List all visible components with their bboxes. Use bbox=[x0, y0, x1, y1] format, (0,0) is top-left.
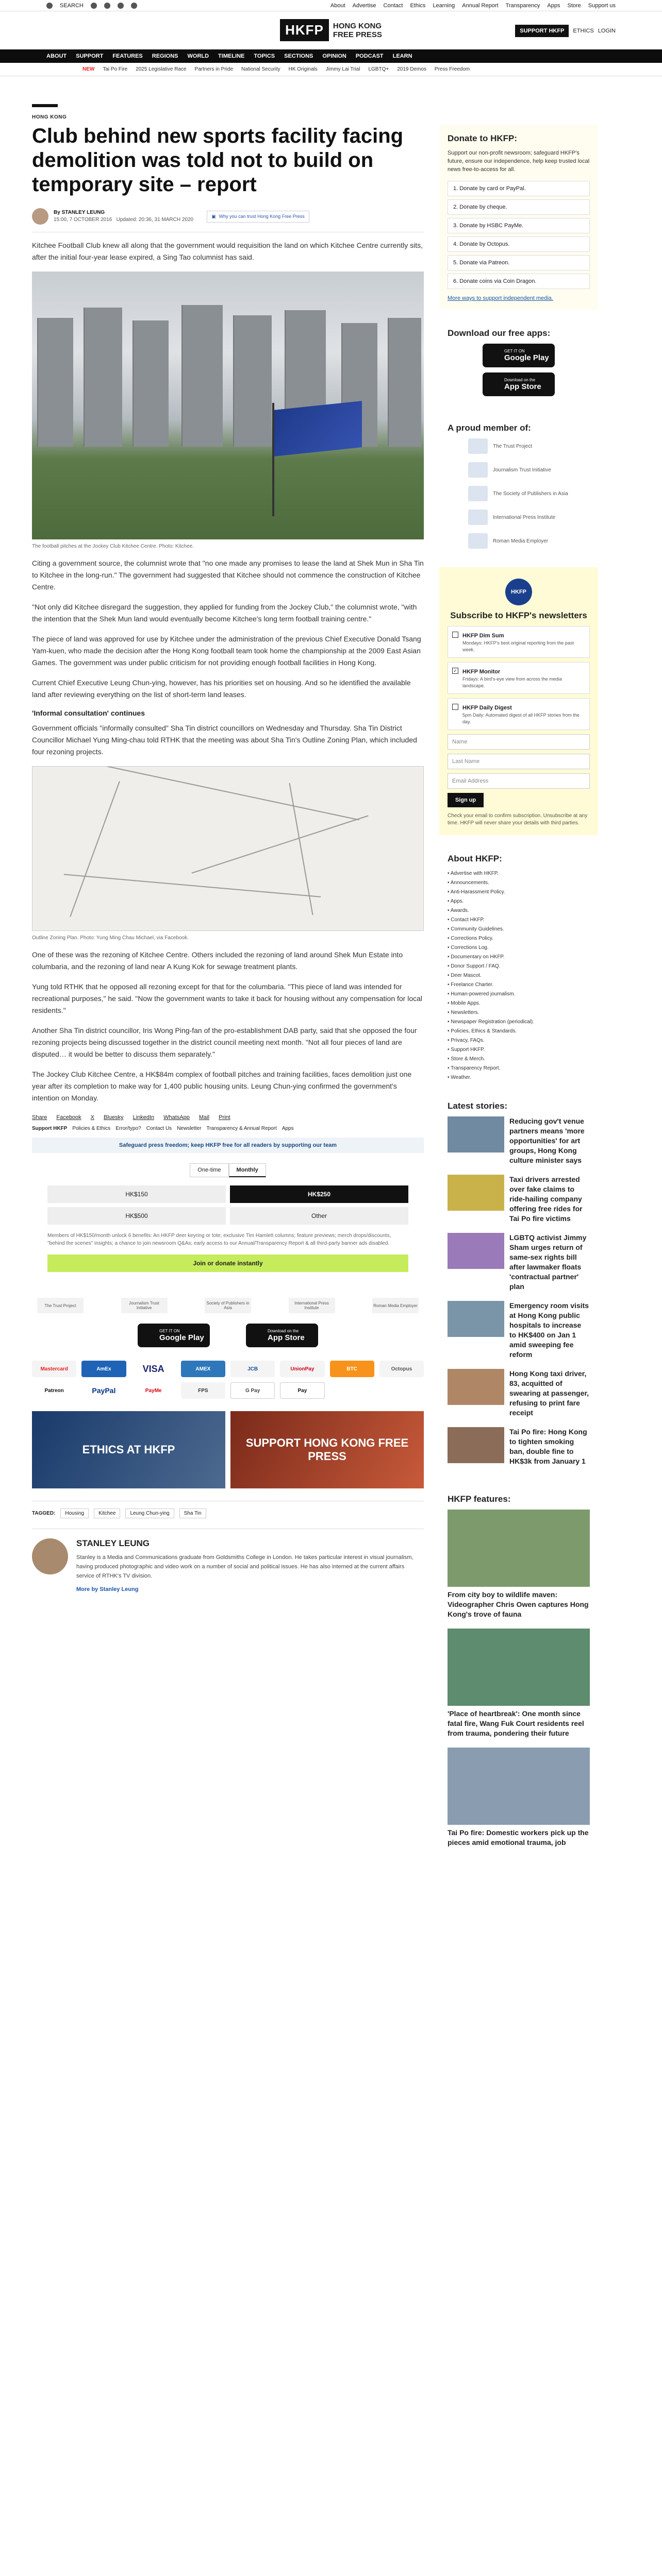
member-item[interactable] bbox=[468, 486, 590, 501]
story-thumbnail bbox=[448, 1427, 504, 1463]
share-label[interactable]: Share bbox=[32, 1114, 47, 1121]
newsletter-name: HKFP Monitor bbox=[462, 669, 501, 675]
about-box bbox=[439, 845, 598, 1091]
donate-title: Donate to HKFP: bbox=[448, 133, 518, 143]
photo-building bbox=[181, 305, 223, 447]
facebook-icon[interactable] bbox=[91, 3, 97, 9]
member-box bbox=[439, 415, 598, 557]
support-link[interactable]: Contact Us bbox=[146, 1126, 172, 1131]
member-name: The Society of Publishers in Asia bbox=[493, 490, 568, 497]
member-name: Roman Media Employer bbox=[493, 538, 549, 544]
nav-opinion[interactable]: OPINION bbox=[322, 53, 346, 59]
bitcoin-icon: BTC bbox=[330, 1361, 374, 1377]
share-print[interactable]: Print bbox=[219, 1114, 230, 1121]
frequency-toggle bbox=[32, 1163, 424, 1177]
sidebar-app-buttons bbox=[448, 344, 590, 396]
feature-title[interactable]: From city boy to wildlife maven: Videographer Chris Owen captures Hong Kong's trove of fauna bbox=[448, 1590, 589, 1618]
checkbox-icon[interactable] bbox=[452, 704, 458, 710]
trust-text: Why you can trust Hong Kong Free Press bbox=[219, 214, 305, 219]
share-facebook[interactable]: Facebook bbox=[56, 1114, 81, 1121]
google-play-label: Google Play bbox=[159, 1333, 204, 1342]
partner-logo[interactable]: International Press Institute bbox=[289, 1298, 335, 1313]
amount-grid bbox=[32, 1185, 424, 1225]
site-logo[interactable] bbox=[280, 19, 382, 41]
google-play-small: GET IT ON bbox=[159, 1329, 180, 1333]
main-nav bbox=[0, 49, 662, 63]
about-link[interactable]: • Announcements. bbox=[448, 880, 489, 886]
nav-regions[interactable]: REGIONS bbox=[152, 53, 178, 59]
youtube-icon[interactable] bbox=[131, 3, 137, 9]
paragraph: "Not only did Kitchee disregard the suggestion, they applied for funding from the Jockey Club," the columnist wrote, "with the intention that the Shek Mun land would eventually become Kitchee's long term football training centre." bbox=[32, 603, 417, 623]
feature-image[interactable] bbox=[448, 1629, 590, 1706]
story-title: Hong Kong taxi driver, 83, acquitted of swearing at passenger, refusing to print fare receipt bbox=[509, 1369, 589, 1417]
trust-icon: ▣ bbox=[211, 213, 216, 219]
newsletter-option-text bbox=[462, 703, 585, 725]
ethics-link[interactable]: ETHICS bbox=[573, 28, 594, 34]
story-thumbnail bbox=[448, 1369, 504, 1405]
safeguard-banner[interactable]: Safeguard press freedom; keep HKFP free for all readers by supporting our team bbox=[32, 1138, 424, 1153]
trending-item[interactable]: HK Originals bbox=[288, 66, 318, 72]
feature-image[interactable] bbox=[448, 1510, 590, 1587]
newsletter-option[interactable] bbox=[448, 626, 590, 658]
payme-icon: PayMe bbox=[131, 1382, 176, 1399]
octopus-icon: Octopus bbox=[379, 1361, 424, 1377]
features-title: HKFP features: bbox=[448, 1494, 511, 1504]
tag[interactable]: Sha Tin bbox=[179, 1509, 206, 1518]
about-link[interactable]: • Apps. bbox=[448, 899, 464, 904]
story-item[interactable] bbox=[448, 1233, 590, 1292]
nav-timeline[interactable]: TIMELINE bbox=[218, 53, 245, 59]
paragraph: The piece of land was approved for use by Kitchee under the administration of the previous Chief Executive Donald Tsang Yam-kuen, who made the decision after the Hong Kong football team took home the championship at the 2009 East Asian Games. The government was under public criticism for not providing enough football facilities in Hong Kong. bbox=[32, 635, 421, 667]
member-item[interactable] bbox=[468, 533, 590, 549]
support-link[interactable]: Error/typo? bbox=[115, 1126, 141, 1131]
checkbox-checked-icon[interactable]: ✓ bbox=[452, 668, 458, 674]
author-bio: Stanley is a Media and Communications graduate from Goldsmiths College in London. He takes particular interest in visual journalism, having produced photographic and video work on a number of social and political issues. He has also interned at the current affairs service of RTHK's TV division. bbox=[76, 1554, 413, 1579]
about-link[interactable]: • Support HKFP. bbox=[448, 1047, 485, 1053]
app-store-small: Download on the bbox=[268, 1329, 299, 1333]
story-item[interactable] bbox=[448, 1369, 590, 1418]
login-link[interactable]: LOGIN bbox=[598, 28, 616, 34]
story-thumbnail bbox=[448, 1175, 504, 1211]
map-line bbox=[64, 874, 321, 897]
article bbox=[32, 76, 424, 1865]
mastercard-icon: Mastercard bbox=[32, 1361, 76, 1377]
topbar-link-annual-report[interactable]: Annual Report bbox=[462, 2, 499, 9]
story-thumbnail bbox=[448, 1301, 504, 1337]
story-title: Taxi drivers arrested over fake claims to ride-hailing company offering free rides for Tai Po fire victims bbox=[509, 1175, 583, 1223]
author-name[interactable]: STANLEY LEUNG bbox=[61, 210, 105, 215]
share-mail[interactable]: Mail bbox=[198, 1114, 210, 1121]
x-icon[interactable] bbox=[104, 3, 110, 9]
patreon-icon: Patreon bbox=[32, 1382, 76, 1399]
trending-item[interactable]: Partners in Pride bbox=[194, 66, 234, 72]
tagged-label: TAGGED: bbox=[32, 1511, 56, 1516]
donate-widget bbox=[32, 1153, 424, 1282]
ethics-banner[interactable]: ETHICS AT HKFP bbox=[32, 1411, 225, 1488]
trending-item[interactable]: Tai Po Fire bbox=[103, 66, 128, 72]
author-photo bbox=[32, 1538, 68, 1574]
donate-option[interactable]: 2. Donate by cheque. bbox=[448, 199, 590, 215]
feature-title[interactable]: 'Place of heartbreak': One month since fatal fire, Wang Fuk Court residents reel from trauma, pondering their future bbox=[448, 1709, 584, 1737]
logo-line-2: FREE PRESS bbox=[333, 30, 382, 39]
share-whatsapp[interactable]: WhatsApp bbox=[163, 1114, 190, 1121]
newsletter-desc: Fridays: A bird's-eye view from across the media landscape. bbox=[462, 676, 562, 688]
nav-sections[interactable]: SECTIONS bbox=[284, 53, 313, 59]
author-box bbox=[32, 1529, 424, 1594]
member-name: Journalism Trust Initiative bbox=[493, 467, 551, 473]
topbar-link-about[interactable]: About bbox=[330, 2, 345, 9]
about-link[interactable]: • Awards. bbox=[448, 908, 469, 913]
freq-monthly[interactable]: Monthly bbox=[229, 1163, 266, 1177]
app-store-buttons bbox=[32, 1324, 424, 1347]
member-name: International Press Institute bbox=[493, 514, 556, 520]
latest-box bbox=[439, 1101, 598, 1484]
about-link[interactable]: • Freelance Charter. bbox=[448, 982, 494, 988]
share-bluesky[interactable]: Bluesky bbox=[104, 1114, 124, 1121]
content-wrap bbox=[0, 76, 662, 1865]
newsletter-option-text bbox=[462, 667, 585, 689]
support-link[interactable]: Policies & Ethics bbox=[72, 1126, 111, 1131]
photo-building bbox=[133, 320, 169, 447]
share-x[interactable]: X bbox=[90, 1114, 95, 1121]
support-banner[interactable]: SUPPORT HONG KONG FREE PRESS bbox=[230, 1411, 424, 1488]
topbar-link-transparency[interactable]: Transparency bbox=[505, 2, 540, 9]
photo-building bbox=[388, 318, 421, 447]
donate-option[interactable]: 1. Donate by card or PayPal. bbox=[448, 181, 590, 196]
name-field[interactable]: Name bbox=[448, 734, 590, 750]
newsletter-option[interactable] bbox=[448, 698, 590, 730]
trending-item[interactable]: LGBTQ+ bbox=[368, 66, 389, 72]
share-bar bbox=[32, 1114, 424, 1121]
partner-logo[interactable]: Society of Publishers in Asia bbox=[205, 1298, 251, 1313]
feature-title[interactable]: Tai Po fire: Domestic workers pick up the pieces amid emotional trauma, job bbox=[448, 1828, 589, 1846]
topbar-link-learning[interactable]: Learning bbox=[433, 2, 455, 9]
payment-methods bbox=[32, 1361, 424, 1399]
last-name-field[interactable]: Last Name bbox=[448, 754, 590, 769]
title-rule bbox=[32, 104, 58, 107]
about-link[interactable]: • Advertise with HKFP. bbox=[448, 871, 499, 876]
about-list bbox=[448, 869, 590, 1082]
story-thumbnail bbox=[448, 1116, 504, 1153]
paragraph: Government officials "informally consulted" Sha Tin district councillors on Wednesday and Thursday. Sha Tin District Councillor Michael Yung Ming-chau told RTHK that the meeting was about Sha Tin's Outline Zoning Plan, which included four rezoning projects. bbox=[32, 724, 417, 756]
google-pay-icon: G Pay bbox=[230, 1382, 275, 1399]
trending-nav bbox=[0, 63, 662, 76]
photo-building bbox=[37, 318, 73, 447]
google-play-small: GET IT ON bbox=[504, 349, 525, 353]
nav-world[interactable]: WORLD bbox=[187, 53, 209, 59]
trending-item[interactable]: Press Freedom bbox=[434, 66, 470, 72]
instagram-icon[interactable] bbox=[118, 3, 124, 9]
trust-link[interactable] bbox=[207, 211, 309, 223]
amount-option[interactable]: HK$150 bbox=[47, 1185, 226, 1203]
nav-support[interactable]: SUPPORT bbox=[76, 53, 104, 59]
about-link[interactable]: • Transparency Report. bbox=[448, 1065, 501, 1071]
about-link[interactable]: • Anti-Harassment Policy. bbox=[448, 889, 505, 895]
email-field[interactable]: Email Address bbox=[448, 773, 590, 789]
partner-logo[interactable]: The Trust Project bbox=[37, 1298, 84, 1313]
author-avatar bbox=[32, 208, 48, 225]
paragraph: Another Sha Tin district councillor, Iris Wong Ping-fan of the pro-establishment DAB party, said that she opposed the four rezoning projects being discussed together in the district council meeting next month. "Not all four pieces of land are disputed… it would be better to discuss them separately." bbox=[32, 1026, 417, 1058]
about-link[interactable]: • Store & Merch. bbox=[448, 1056, 485, 1062]
promo-banners bbox=[32, 1411, 424, 1488]
app-store-button[interactable] bbox=[246, 1324, 318, 1347]
topbar-link-advertise[interactable]: Advertise bbox=[352, 2, 376, 9]
topbar-link-ethics[interactable]: Ethics bbox=[410, 2, 426, 9]
newsletter-note: Check your email to confirm subscription. Unsubscribe at any time. HKFP will never share your details with third parties. bbox=[448, 813, 588, 826]
header-actions bbox=[515, 25, 616, 37]
tag[interactable]: Housing bbox=[60, 1509, 89, 1518]
topbar-link-apps[interactable]: Apps bbox=[547, 2, 560, 9]
app-store-button[interactable] bbox=[483, 372, 555, 396]
amex-card-icon: AMEX bbox=[181, 1361, 225, 1377]
tag[interactable]: Leung Chun-ying bbox=[125, 1509, 174, 1518]
paragraph: Current Chief Executive Leung Chun-ying, however, has his priorities set on housing. And so he identified the available land after reviewing everything on the list of short-term land leases. bbox=[32, 679, 411, 699]
jcb-icon: JCB bbox=[230, 1361, 275, 1377]
trending-item[interactable]: 2025 Legislative Race bbox=[136, 66, 187, 72]
about-link[interactable]: • Contact HKFP. bbox=[448, 917, 485, 923]
donate-option[interactable]: 6. Donate coins via Coin Dragon. bbox=[448, 274, 590, 289]
about-link[interactable]: • Corrections Policy. bbox=[448, 936, 493, 941]
donate-option[interactable]: 3. Donate by HSBC PayMe. bbox=[448, 218, 590, 233]
paragraph: Yung told RTHK that he opposed all rezoning except for that for the columbaria. "This piece of land was intended for recreational purposes," he said. "Now the government wants to take it back for housing without any compensation for local residents." bbox=[32, 982, 423, 1014]
about-link[interactable]: • Weather. bbox=[448, 1075, 472, 1080]
article-category[interactable]: HONG KONG bbox=[32, 114, 67, 120]
lead-photo[interactable] bbox=[32, 272, 424, 539]
publish-date: 15:00, 7 OCTOBER 2016 bbox=[54, 217, 112, 223]
member-name: The Trust Project bbox=[493, 443, 533, 449]
story-thumbnail bbox=[448, 1233, 504, 1269]
new-badge: NEW bbox=[82, 66, 95, 72]
subheading: 'Informal consultation' continues bbox=[32, 709, 145, 717]
support-links bbox=[32, 1126, 424, 1131]
about-link[interactable]: • Mobile Apps. bbox=[448, 1001, 481, 1006]
more-ways-link[interactable]: More ways to support independent media. bbox=[448, 295, 553, 301]
updated-date: Updated: 20:36, 31 MARCH 2020 bbox=[116, 217, 194, 223]
paragraph: Kitchee Football Club knew all along that the government would requisition the land on which Kitchee Centre currently sits, after the initial four-year lease expired, a Sing Tao columnist has said. bbox=[32, 241, 423, 261]
member-list bbox=[448, 438, 590, 549]
about-link[interactable]: • Policies, Ethics & Standards. bbox=[448, 1028, 517, 1034]
map-line bbox=[192, 815, 369, 873]
more-by-author-link[interactable]: More by Stanley Leung bbox=[76, 1586, 139, 1592]
support-link[interactable]: Newsletter bbox=[177, 1126, 202, 1131]
nav-topics[interactable]: TOPICS bbox=[254, 53, 275, 59]
tag[interactable]: Kitchee bbox=[94, 1509, 120, 1518]
photo-caption: Outline Zoning Plan. Photo: Yung Ming Chau Michael, via Facebook. bbox=[32, 935, 189, 941]
hkfp-logo-icon: HKFP bbox=[505, 579, 532, 605]
paragraph: Citing a government source, the columnist wrote that "no one made any promises to lease the land at Shek Mun in Sha Tin to Kitchee in the long-run." The government had suggested that Kitchee should not commence the construction of Kitchee Centre. bbox=[32, 559, 424, 591]
map-line bbox=[56, 766, 359, 820]
logo-line-1: HONG KONG bbox=[333, 21, 382, 30]
paragraph: The Jockey Club Kitchee Centre, a HK$84m complex of football pitches and training facilities, faces demolition just one year after its completion to make way for 1,400 public housing units. Leung Chun-ying confirmed the government's intention on Monday. bbox=[32, 1070, 412, 1102]
topbar-link-support[interactable]: Support us bbox=[588, 2, 616, 9]
nav-about[interactable]: ABOUT bbox=[46, 53, 67, 59]
trending-item[interactable]: Jimmy Lai Trial bbox=[325, 66, 360, 72]
donate-option[interactable]: 5. Donate via Patreon. bbox=[448, 255, 590, 270]
unionpay-icon: UnionPay bbox=[280, 1361, 324, 1377]
features-box bbox=[439, 1494, 598, 1865]
join-donate-button[interactable]: Join or donate instantly bbox=[47, 1255, 408, 1272]
donate-option[interactable]: 4. Donate by Octopus. bbox=[448, 236, 590, 252]
support-link[interactable]: Support HKFP bbox=[32, 1126, 68, 1131]
amount-option-selected[interactable]: HK$250 bbox=[230, 1185, 408, 1203]
nav-features[interactable]: FEATURES bbox=[112, 53, 143, 59]
nav-learn[interactable]: LEARN bbox=[392, 53, 412, 59]
google-play-button[interactable] bbox=[483, 344, 555, 367]
apps-title: Download our free apps: bbox=[448, 328, 551, 338]
story-item[interactable] bbox=[448, 1427, 590, 1466]
about-link[interactable]: • Human-powered journalism. bbox=[448, 991, 516, 997]
newsletter-title: Subscribe to HKFP's newsletters bbox=[450, 611, 587, 620]
search-link[interactable]: SEARCH bbox=[60, 2, 84, 9]
app-store-small: Download on the bbox=[504, 378, 536, 382]
article-title: Club behind new sports facility facing demolition was told not to build on temporary site – report bbox=[32, 125, 404, 196]
freq-one-time[interactable]: One-time bbox=[190, 1163, 228, 1177]
donate-box bbox=[439, 125, 598, 310]
partner-logo[interactable]: Journalism Trust Initiative bbox=[121, 1298, 168, 1313]
search-icon[interactable] bbox=[46, 3, 53, 9]
newsletter-option[interactable] bbox=[448, 662, 590, 694]
paragraph: One of these was the rezoning of Kitchee Centre. Others included the rezoning of land around Shek Mun Estate into columbaria, and the rezoning of land near A Kung Kok for sewage treatment plants. bbox=[32, 951, 403, 971]
photo-building bbox=[84, 308, 122, 447]
support-link[interactable]: Apps bbox=[282, 1126, 294, 1131]
newsletter-name: HKFP Daily Digest bbox=[462, 705, 512, 711]
google-play-button[interactable] bbox=[138, 1324, 210, 1347]
story-title: Emergency room visits at Hong Kong public hospitals to increase to HK$400 on Jan 1 amid sweeping fee reform bbox=[509, 1301, 589, 1359]
fps-icon: FPS bbox=[181, 1382, 225, 1399]
apps-box bbox=[439, 320, 598, 404]
amount-option[interactable]: HK$500 bbox=[47, 1207, 226, 1225]
support-link[interactable]: Transparency & Annual Report bbox=[206, 1126, 277, 1131]
about-link[interactable]: • Documentary on HKFP. bbox=[448, 954, 505, 960]
member-title: A proud member of: bbox=[448, 423, 531, 433]
story-title: LGBTQ activist Jimmy Sham urges return of same-sex rights bill after lawmaker floats 'contractual partner' plan bbox=[509, 1233, 587, 1291]
newsletter-option-text bbox=[462, 631, 585, 653]
paypal-icon: PayPal bbox=[81, 1382, 126, 1399]
byline bbox=[32, 208, 424, 225]
newsletter-desc: 5pm Daily: Automated digest of all HKFP stories from the day. bbox=[462, 713, 580, 724]
partner-logos bbox=[32, 1298, 424, 1313]
logo-text bbox=[333, 22, 382, 39]
photo-flag bbox=[274, 401, 362, 456]
about-link[interactable]: • Donor Support / FAQ. bbox=[448, 963, 501, 969]
about-link[interactable]: • Community Guidelines. bbox=[448, 926, 504, 932]
map-line bbox=[70, 781, 120, 917]
share-linkedin[interactable]: LinkedIn bbox=[133, 1114, 155, 1121]
logo-mark: HKFP bbox=[280, 19, 329, 41]
about-link[interactable]: • Corrections Log. bbox=[448, 945, 489, 951]
latest-title: Latest stories: bbox=[448, 1101, 508, 1111]
author-info bbox=[76, 1538, 424, 1594]
newsletter-name: HKFP Dim Sum bbox=[462, 633, 504, 639]
member-logo-icon bbox=[468, 510, 488, 525]
member-item[interactable] bbox=[468, 438, 590, 454]
newsletter-desc: Mondays: HKFP's best original reporting from the past week. bbox=[462, 640, 574, 652]
story-title: Reducing gov't venue partners means 'more opportunities' for art groups, Hong Kong culture minister says bbox=[509, 1117, 585, 1164]
about-link[interactable]: • Newspaper Registration (periodical). bbox=[448, 1019, 535, 1025]
signup-button[interactable]: Sign up bbox=[448, 793, 484, 807]
amex-icon: AmEx bbox=[81, 1361, 126, 1377]
zoning-plan-photo[interactable] bbox=[32, 766, 424, 931]
topbar-link-contact[interactable]: Contact bbox=[383, 2, 403, 9]
photo-building bbox=[233, 315, 272, 447]
author-box-name[interactable]: STANLEY LEUNG bbox=[76, 1538, 150, 1548]
feature-image[interactable] bbox=[448, 1748, 590, 1825]
apple-pay-icon: Pay bbox=[280, 1382, 324, 1399]
about-title: About HKFP: bbox=[448, 854, 502, 863]
member-logo-icon bbox=[468, 533, 488, 549]
photo-caption: The football pitches at the Jockey Club Kitchee Centre. Photo: Kitchee. bbox=[32, 544, 194, 549]
nav-podcast[interactable]: PODCAST bbox=[355, 53, 384, 59]
story-item[interactable] bbox=[448, 1175, 590, 1224]
member-logo-icon bbox=[468, 486, 488, 501]
topbar-link-store[interactable]: Store bbox=[567, 2, 581, 9]
story-title: Tai Po fire: Hong Kong to tighten smoking ban, double fine to HK$3k from January 1 bbox=[509, 1428, 587, 1465]
partner-logo[interactable]: Roman Media Employer bbox=[372, 1298, 419, 1313]
top-utility-bar bbox=[0, 0, 662, 11]
support-hkfp-button[interactable]: SUPPORT HKFP bbox=[515, 25, 569, 37]
byline-meta: By STANLEY LEUNG 15:00, 7 OCTOBER 2016 Updated: 20:36, 31 MARCH 2020 bbox=[54, 210, 194, 223]
member-logo-icon bbox=[468, 438, 488, 454]
checkbox-icon[interactable] bbox=[452, 632, 458, 638]
about-link[interactable]: • Privacy, FAQs. bbox=[448, 1038, 485, 1043]
story-item[interactable] bbox=[448, 1116, 590, 1165]
visa-icon: VISA bbox=[131, 1361, 176, 1377]
tag-row bbox=[32, 1501, 424, 1518]
about-link[interactable]: • Deer Mascot. bbox=[448, 973, 482, 978]
about-link[interactable]: • Newsletters. bbox=[448, 1010, 479, 1015]
trending-item[interactable]: 2019 Demos bbox=[397, 66, 426, 72]
member-logo-icon bbox=[468, 462, 488, 478]
member-benefits-note: Members of HK$150/month unlock 6 benefits: An HKFP deer keyring or tote; exclusive Tim Hamlett columns; feature previews; merch drops/discounts, "behind the scenes" insights; a chance to join newsroom Q&As; early access to our Annual/Transparency Report & all third-party banner ads disabled. bbox=[47, 1233, 391, 1246]
trending-item[interactable]: National Security bbox=[241, 66, 280, 72]
app-store-label: App Store bbox=[268, 1333, 305, 1342]
newsletter-box bbox=[439, 567, 598, 835]
google-play-label: Google Play bbox=[504, 353, 549, 362]
member-item[interactable] bbox=[468, 462, 590, 478]
amount-option[interactable]: Other bbox=[230, 1207, 408, 1225]
app-store-label: App Store bbox=[504, 382, 541, 391]
story-item[interactable] bbox=[448, 1301, 590, 1360]
sidebar bbox=[439, 76, 598, 1865]
donate-lead[interactable]: Support our non-profit newsroom; safeguard HKFP's future, ensure our independence, help keep trusted local news free-to-access for all. bbox=[448, 150, 590, 173]
site-header bbox=[0, 11, 662, 49]
member-item[interactable] bbox=[468, 510, 590, 525]
